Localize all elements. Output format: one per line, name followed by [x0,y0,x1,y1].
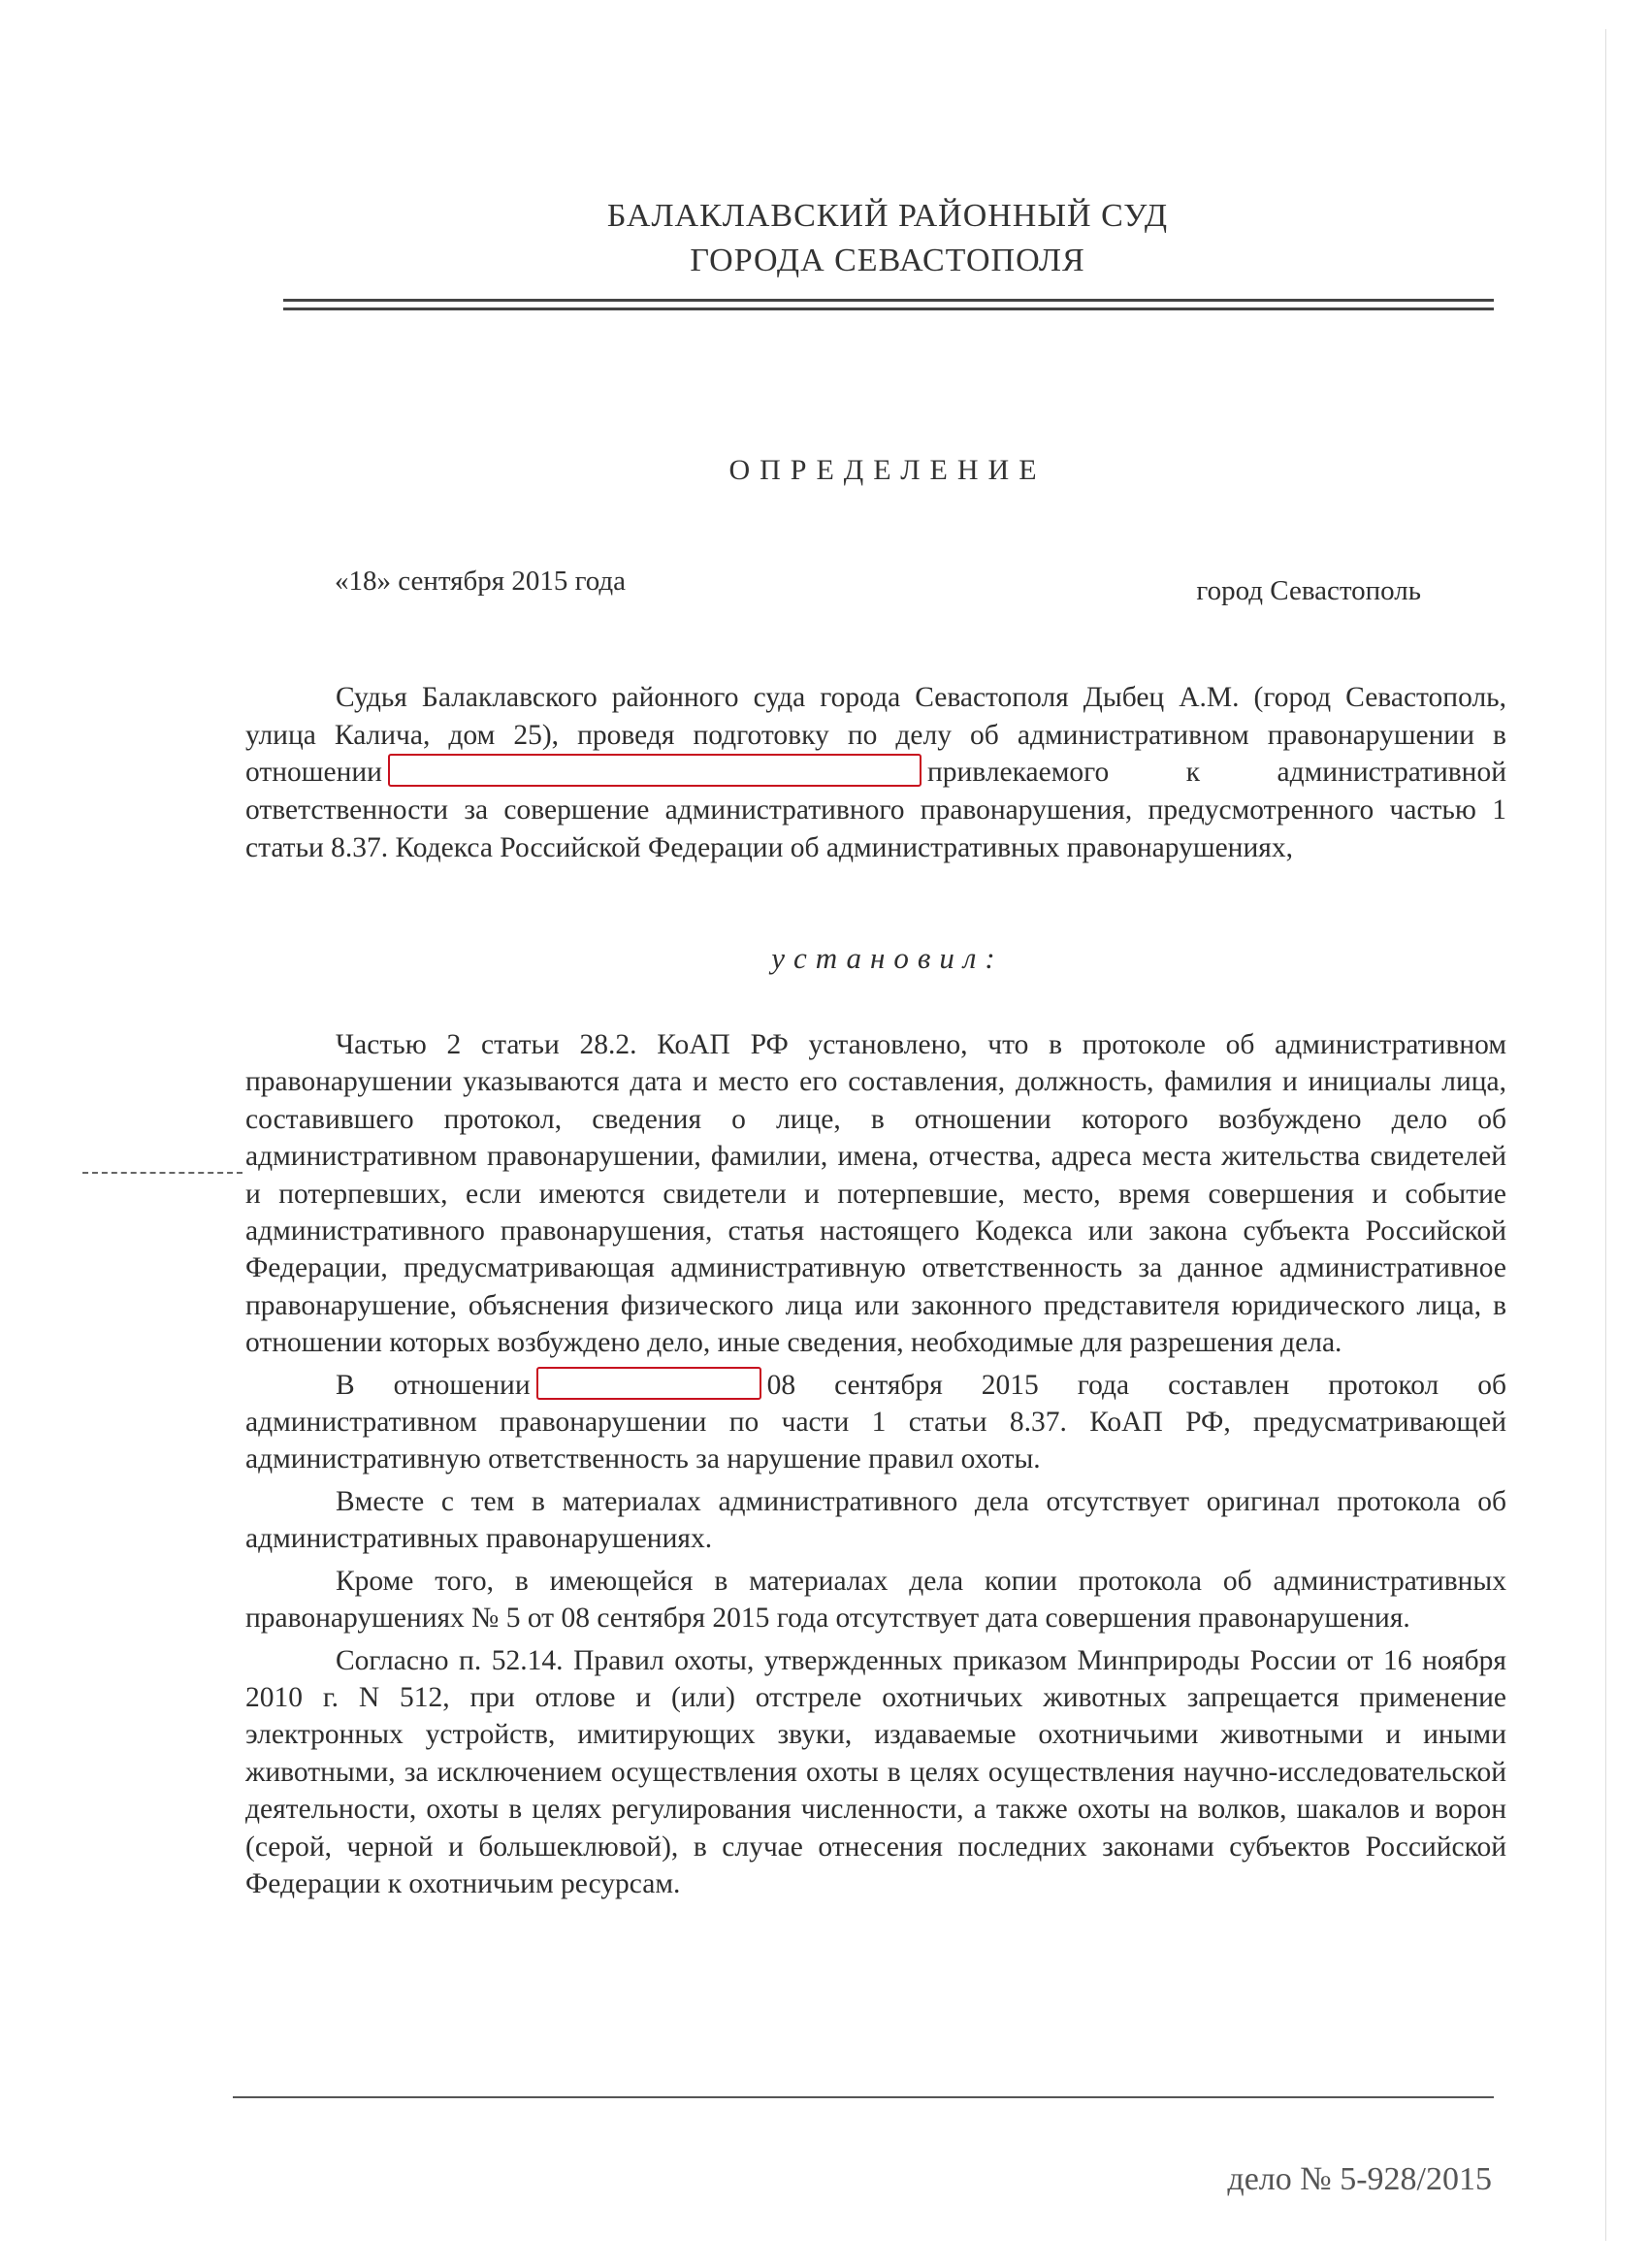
scan-edge-line [1605,29,1606,2241]
document-title: ОПРЕДЕЛЕНИЕ [728,454,1047,486]
header-divider [283,299,1494,310]
preamble-text-end: привлекаемого к административной ответственности за совершение административного правонарушения, предусмотренного частью 1 статьи 8.37. Кодекса Российской Федерации об административных правонарушениях, [245,757,1506,863]
footer-divider [233,2096,1494,2098]
case-number: дело № 5-928/2015 [1227,2161,1492,2197]
court-name-line1: БАЛАКЛАВСКИЙ РАЙОННЫЙ СУД [606,198,1169,234]
paragraph: Вместе с тем в материалах административного дела отсутствует оригинал протокола об административных правонарушениях. [245,1485,1506,1555]
paragraph-text-start: В отношении [336,1369,531,1401]
section-heading: установил: [771,941,1004,975]
preamble [245,679,1506,867]
paragraph: Согласно п. 52.14. Правил охоты, утвержденных приказом Минприроды России от 16 ноября 2010 г. N 512, при отлове и (или) отстреле охотничьих животных запрещается применение электронных устройств, имитирующих звуки, издаваемые охотничьими животными и иными животными, за исключением осуществления охоты в целях осуществления научно-исследовательской деятельности, охоты в целях регулирования численности, а также охоты на волков, шакалов и ворон (серой, черной и большеклювой), в случае отнесения последних законами субъектов Российской Федерации к охотничьим ресурсам. [245,1644,1506,1899]
redaction-box [536,1367,761,1400]
document-date: «18» сентября 2015 года [335,566,627,597]
paragraph [245,1367,1506,1478]
paragraph-text-end: 08 сентября 2015 года составлен протокол об административном правонарушении по части 1 статьи 8.37. КоАП РФ, предусматривающей административную ответственность за нарушение правил охоты. [245,1369,1506,1475]
paragraph: Кроме того, в имеющейся в материалах дела копии протокола об административных правонарушениях № 5 от 08 сентября 2015 года отсутствует дата совершения правонарушения. [245,1565,1506,1635]
redaction-box [388,754,922,787]
main-text [245,1026,1506,1902]
document-city: город Севастополь [1196,575,1421,606]
preamble-text-start: Судья Балаклавского районного суда города Севастополя Дыбец А.М. (город Севастополь, улица Калича, дом 25), проведя подготовку по делу об административном правонарушении в отношении [245,682,1506,789]
margin-mark [82,1172,242,1174]
court-name-line2: ГОРОДА СЕВАСТОПОЛЯ [690,243,1085,278]
court-header [281,194,1494,283]
paragraph: Частью 2 статьи 28.2. КоАП РФ установлено, что в протоколе об административном правонарушении указываются дата и место его составления, должность, фамилия и инициалы лица, составившего протокол, сведения о лице, в отношении которого возбуждено дело об административном правонарушении, фамилии, имена, отчества, адреса места жительства свидетелей и потерпевших, если имеются свидетели и потерпевшие, место, время совершения и событие административного правонарушения, статья настоящего Кодекса или закона субъекта Российской Федерации, предусматривающая административную ответственность за данное административное правонарушение, объяснения физического лица или законного представителя юридического лица, в отношении которых возбуждено дело, иные сведения, необходимые для разрешения дела. [245,1029,1506,1359]
